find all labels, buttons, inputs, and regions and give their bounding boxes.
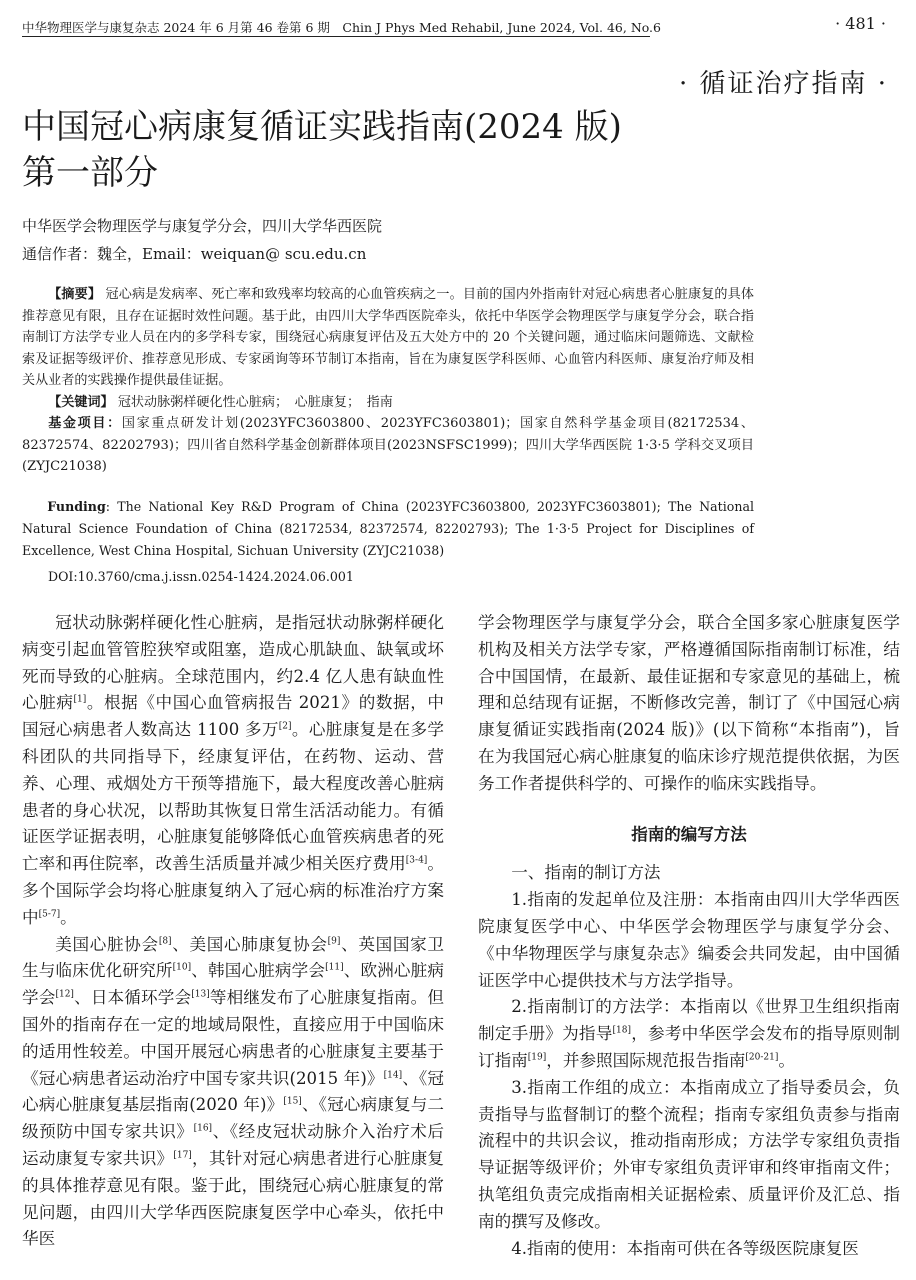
list-item: 1.指南的发起单位及注册：本指南由四川大学华西医院康复医学中心、中华医学会物理医学与康复学分会、《中华物理医学与康复杂志》编委会共同发起，由中国循证医学中心提供技术与方法学指导。 <box>478 890 900 990</box>
citation: [11] <box>325 962 344 973</box>
citation: [9] <box>327 936 341 947</box>
section-heading: 指南的编写方法 <box>631 824 747 844</box>
abstract-paragraph <box>22 284 754 392</box>
funding-label: 基金项目： <box>48 416 122 431</box>
citation: [8] <box>158 936 172 947</box>
text-run: 。多个国际学会均将心脏康复纳入了冠心病的标准治疗方案中 <box>22 854 444 927</box>
doi: DOI:10.3760/cma.j.issn.0254-1424.2024.06.001 <box>48 569 354 584</box>
citation: [13] <box>191 989 210 1000</box>
text-run: 、《经皮冠状动脉介入治疗术后运动康复专家共识》 <box>22 1122 445 1168</box>
citation: [18] <box>612 1025 631 1036</box>
text-run: 、欧洲心脏病学会 <box>22 961 444 1008</box>
body-paragraph <box>22 610 444 932</box>
text-run: 冠状动脉粥样硬化性心脏病，是指冠状动脉粥样硬化病变引起血管管腔狭窄或阻塞，造成心肌缺血、缺氧或坏死而导致的心脏病。全球范围内，约2.4 亿人患有缺血性心脏病 <box>22 613 444 713</box>
citation: [20-21] <box>745 1052 779 1063</box>
funding-english <box>22 496 754 562</box>
keywords-paragraph <box>22 392 754 414</box>
citation: [15] <box>283 1096 302 1107</box>
title-line-2: 第一部分 <box>22 153 158 193</box>
citation: [12] <box>55 989 74 1000</box>
text-run: 、《冠心病康复与二级预防中国专家共识》 <box>22 1095 445 1142</box>
funding-paragraph <box>22 413 754 478</box>
citation: [5-7] <box>38 909 61 920</box>
text-run: 2.指南制订的方法学：本指南以《世界卫生组织指南制定手册》为指导 <box>478 997 900 1044</box>
funding-en-label: Funding <box>47 499 106 514</box>
citation: [10] <box>172 962 192 973</box>
abstract-block <box>22 284 754 478</box>
funding-en-text: : The National Key R&D Program of China (2023YFC3603800, 2023YFC3603801); The National Natural Science Foundation of China (82172534, 82372574, 82202793); The 1·3·5 Project for Disciplines of Excellence, West China Hospital, Sichuan University (ZYJC21038) <box>22 499 754 558</box>
author-block <box>22 212 382 268</box>
citation: [14] <box>383 1070 403 1081</box>
text-run: 。根据《中国心血管病报告 2021》的数据，中国冠心病患者人数高达 1100 多万 <box>22 693 444 740</box>
citation: [3-4] <box>405 855 428 866</box>
text-run: ，其针对冠心病患者进行心脏康复的具体推荐意见有限。鉴于此，围绕冠心病心脏康复的常见问题，由四川大学华西医院康复医学中心牵头，依托中华医 <box>22 1148 445 1249</box>
citation: [1] <box>73 694 87 705</box>
body-paragraph: 学会物理医学与康复学分会，联合全国多家心脏康复医学机构及相关方法学专家，严格遵循国际指南制订标准，结合中国国情，在最新、最佳证据和专家意见的基础上，梳理和总结现有证据，不断修改完善，制订了《中国冠心病康复循证实践指南(2024 版)》(以下简称“本指南”)，旨在为我国冠心病心脏康复的临床诊疗规范提供依据，为医务工作者提供科学的、可操作的临床实践指导。 <box>478 613 900 793</box>
text-run: 、韩国心脏病学会 <box>191 961 326 981</box>
column-label: · 循证治疗指南 · <box>678 69 888 99</box>
text-run: 美国心脏协会 <box>55 934 159 954</box>
text-run: 、《冠心病心脏康复基层指南(2020 年)》 <box>22 1068 444 1115</box>
text-run: 、英国国家卫生与临床优化研究所 <box>22 934 445 981</box>
text-run: 。心脏康复是在多学科团队的共同指导下，经康复评估，在药物、运动、营养、心理、戒烟处方干预等措施下，最大程度改善心脏病患者的身心状况，以帮助其恢复日常生活活动能力。有循证医学证据表明，心脏康复能够降低心血管疾病患者的死亡率和再住院率，改善生活质量并减少相关医疗费用 <box>22 720 445 874</box>
citation: [19] <box>527 1052 547 1063</box>
text-run: 。 <box>778 1050 795 1070</box>
abstract-text: 冠心病是发病率、死亡率和致残率均较高的心血管疾病之一。目前的国内外指南针对冠心病患者心脏康复的具体推荐意见有限，且存在证据时效性问题。基于此，由四川大学华西医院牵头，依托中华医学会物理医学与康复学分会，联合指南制订方法学专业人员在内的多学科专家，围绕冠心病康复评估及五大处方中的 20 个关键问题，通过临床问题筛选、文献检索及证据等级评价、推荐意见形成、专家函询等环节制订本指南，旨在为康复医学科医师、心血管内科医师、康复治疗师及相关从业者的实践操作提供最佳证据。 <box>22 287 755 388</box>
affiliation: 中华医学会物理医学与康复学分会，四川大学华西医院 <box>22 217 383 235</box>
subsection-heading: 一、指南的制订方法 <box>511 863 661 883</box>
page-number: · 481 · <box>835 14 886 33</box>
article-title <box>22 104 822 196</box>
text-run: ，并参照国际规范报告指南 <box>546 1050 746 1070</box>
text-run: ，参考中华医学会发布的指导原则制订指南 <box>478 1024 901 1070</box>
title-line-1: 中国冠心病康复循证实践指南(2024 版) <box>22 107 622 147</box>
text-run: 、日本循环学会 <box>73 988 192 1008</box>
citation: [17] <box>173 1150 192 1161</box>
funding-text: 国家重点研发计划(2023YFC3603800、2023YFC3603801)；国家自然科学基金项目(82172534、82372574、82202793)；四川省自然科学基金创新群体项目(2023NSFSC1999)；四川大学华西医院 1·3·5 学科交叉项目(ZYJC21038) <box>22 416 754 474</box>
body-column-right <box>478 610 900 1262</box>
citation: [2] <box>278 721 292 732</box>
list-item: 3.指南工作组的成立：本指南成立了指导委员会，负责指导与监督制订的整个流程；指南专家组负责参与指南流程中的共识会议，推动指南形成；方法学专家组负责指导证据等级评价；外审专家组负责评审和终审指南文件；执笔组负责完成指南相关证据检索、质量评价及汇总、指南的撰写及修改。 <box>478 1077 900 1231</box>
running-head: 中华物理医学与康复杂志 2024 年 6 月第 46 卷第 6 期 Chin J Phys Med Rehabil, June 2024, Vol. 46, No.6 <box>22 20 661 35</box>
abstract-label: 【摘要】 <box>48 287 102 302</box>
list-item <box>478 994 900 1074</box>
header-rule <box>22 36 650 37</box>
corresponding-author: 通信作者：魏全，Email：weiquan@ scu.edu.cn <box>22 245 367 263</box>
keywords-label: 【关键词】 <box>48 394 114 410</box>
body-paragraph <box>22 932 444 1254</box>
text-run: 等相继发布了心脏康复指南。但国外的指南存在一定的地域局限性，直接应用于中国临床的适用性较差。中国开展冠心病患者的心脏康复主要基于《冠心病患者运动治疗中国专家共识(2015 年)》 <box>22 988 444 1088</box>
text-run: 。 <box>60 907 77 927</box>
keywords-text: 冠状动脉粥样硬化性心脏病； 心脏康复； 指南 <box>117 394 393 410</box>
citation: [16] <box>193 1123 213 1134</box>
list-item: 4.指南的使用：本指南可供在各等级医院康复医 <box>511 1238 859 1258</box>
text-run: 、美国心肺康复协会 <box>171 934 328 954</box>
body-column-left <box>22 610 444 1253</box>
